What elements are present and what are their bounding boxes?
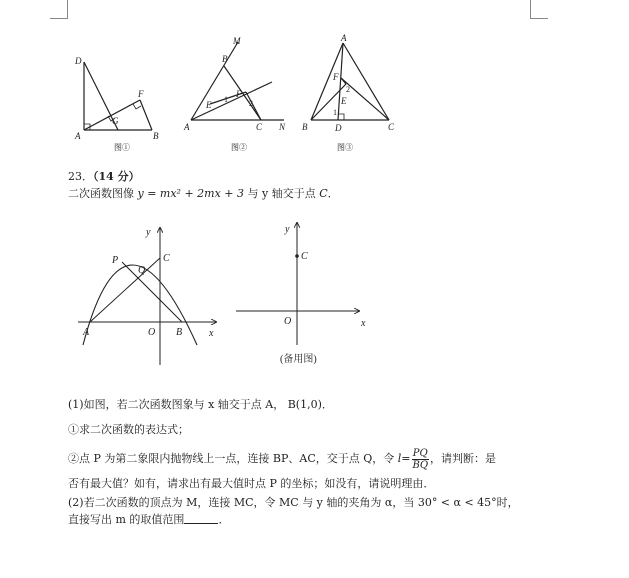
fig3-label-e: E	[341, 96, 347, 106]
main-label-c: C	[163, 253, 170, 264]
fig1-label-a: A	[75, 131, 81, 141]
top-figures	[0, 0, 629, 160]
part2-text: (2)若二次函数的顶点为 M，连接 MC，令 MC 与 y 轴的夹角为 α，当 30° < α < 45°时，	[68, 496, 519, 509]
parabola	[83, 265, 197, 345]
part1-text: (1)如图，若二次函数图象与 x 轴交于点 A， B(1,0)．	[68, 398, 333, 411]
fig1-label-g: G	[112, 116, 119, 126]
intro-point: C	[319, 187, 328, 200]
part1-sub2-line2: 否有最大值？如有，请求出有最大值时点 P 的坐标；如没有，请说明理由．	[68, 477, 435, 490]
fig2-angle-1: 1	[224, 95, 228, 104]
part2-line2-end: ．	[218, 513, 230, 526]
sub2-eq: =	[401, 452, 411, 465]
spare-label-o: O	[284, 316, 292, 327]
main-label-a: A	[83, 327, 90, 338]
part1-sub1: ①求二次函数的表达式；	[68, 423, 189, 436]
fig2-label-a: A	[184, 122, 190, 132]
fig1-label-f: F	[138, 89, 144, 99]
sub2-suffix: ，请判断：是	[430, 452, 497, 465]
fig3-label-c: C	[388, 122, 395, 132]
intro-suffix: 与 y 轴交于点	[247, 187, 316, 200]
spare-point-c	[295, 254, 299, 258]
fig3-label-b: B	[302, 122, 308, 132]
problem-intro	[68, 187, 339, 201]
main-label-p: P	[112, 255, 119, 266]
sub2-prefix: ②点 P 为第二象限内抛物线上一点，连接 BP、AC，交于点 Q，令	[68, 452, 395, 465]
intro-end: ．	[327, 187, 339, 200]
figure-3	[311, 43, 389, 120]
part1-sub2	[68, 447, 496, 471]
problem-number: 23．	[68, 170, 93, 183]
main-graph	[78, 228, 216, 365]
main-label-y: y	[146, 227, 151, 238]
fig1-caption: 图①	[114, 143, 130, 152]
fig1-label-b: B	[153, 131, 159, 141]
answer-blank[interactable]	[184, 513, 218, 524]
spare-caption: (备用图)	[280, 354, 317, 365]
fraction-denominator: BQ	[412, 459, 429, 471]
problem-score: （14 分）	[93, 170, 140, 183]
problem-header	[68, 170, 140, 184]
fig2-label-n: N	[279, 122, 286, 132]
fig2-label-m: M	[233, 36, 241, 46]
intro-prefix: 二次函数图像	[68, 187, 134, 200]
spare-graph	[236, 223, 359, 345]
fig3-angle-2: 2	[346, 85, 350, 94]
main-label-b: B	[176, 327, 183, 338]
fig3-angle-1: 1	[333, 108, 337, 117]
fig2-label-b: B	[222, 54, 228, 64]
fig2-caption: 图②	[231, 143, 247, 152]
sub2-l: l	[397, 452, 402, 465]
fig3-label-a: A	[341, 33, 347, 43]
fig3-caption: 图③	[337, 143, 353, 152]
segment-ac	[90, 258, 160, 322]
segment-bp	[122, 262, 182, 322]
part2-line2	[68, 513, 229, 527]
spare-label-c: C	[301, 251, 308, 262]
fig2-label-c: C	[256, 122, 263, 132]
main-label-o: O	[148, 327, 156, 338]
fig3-label-d: D	[335, 123, 342, 133]
fig2-angle-2: 2	[249, 99, 253, 108]
fig3-label-f: F	[333, 72, 339, 82]
figure-2	[191, 42, 284, 120]
spare-label-x: x	[361, 318, 366, 329]
main-label-x: x	[209, 328, 214, 339]
fig2-label-f: F	[236, 89, 242, 99]
part2-line2-prefix: 直接写出 m 的取值范围	[68, 513, 185, 526]
fig1-label-d: D	[75, 56, 82, 66]
main-label-q: Q	[138, 265, 146, 276]
spare-label-y: y	[285, 224, 290, 235]
fraction-numerator: PQ	[412, 447, 428, 459]
fig2-label-e: E	[206, 100, 212, 110]
ratio-fraction	[412, 448, 430, 471]
intro-formula: y = mx² + 2mx + 3	[137, 187, 245, 200]
